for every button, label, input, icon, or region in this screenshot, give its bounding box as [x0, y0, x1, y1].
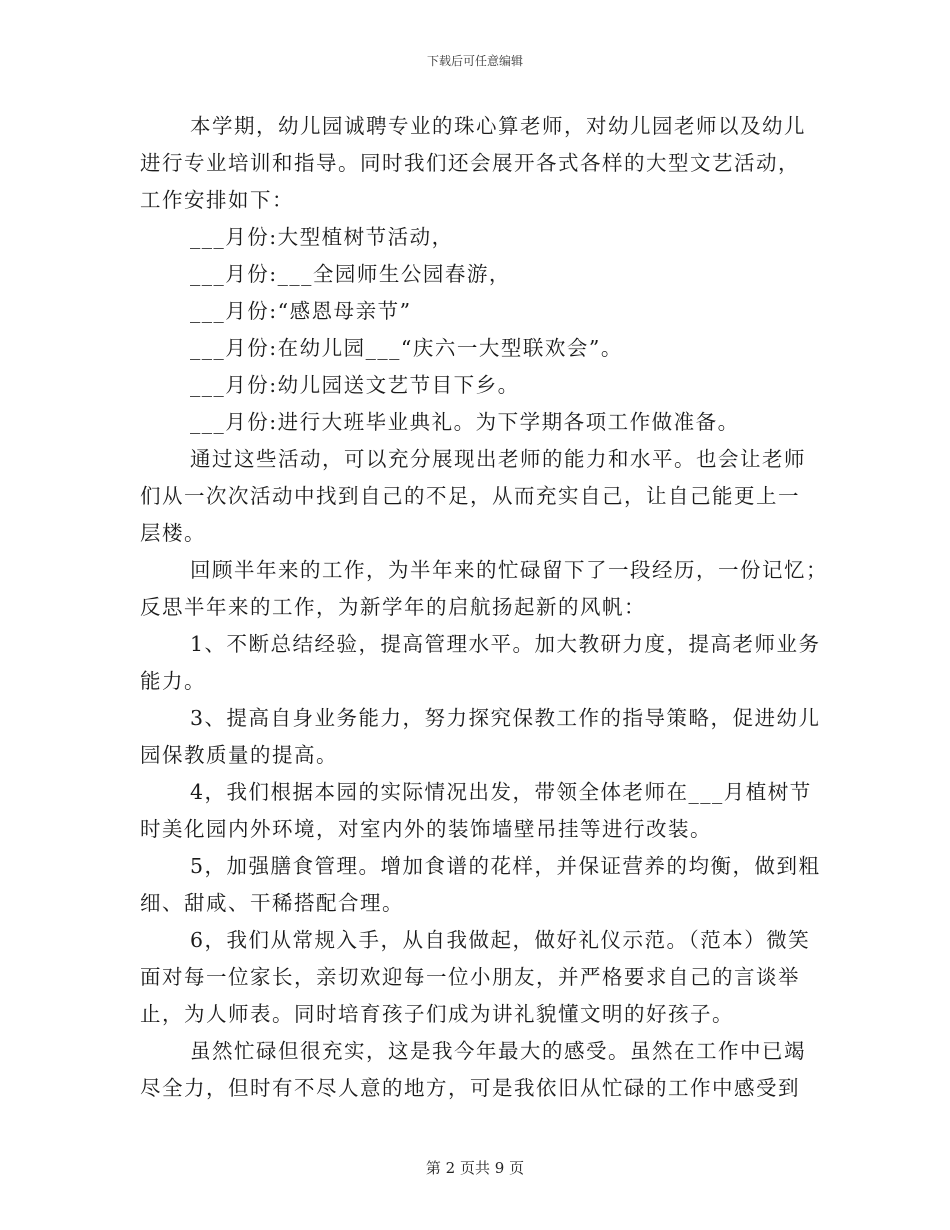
text-line: ___月份:大型植树节活动， [190, 225, 454, 249]
text-line: ___月份:进行大班毕业典礼。为下学期各项工作做准备。 [190, 410, 740, 434]
text-line: 本学期，幼儿园诚聘专业的珠心算老师，对幼儿园老师以及幼儿 [190, 114, 806, 138]
text-line: 面对每一位家长，亲切欢迎每一位小朋友，并严格要求自己的言谈举 [140, 965, 800, 989]
text-line: 工作安排如下： [140, 188, 294, 212]
text-line: 细、甜咸、干稀搭配合理。 [140, 891, 404, 915]
text-line: 5，加强膳食管理。增加食谱的花样，并保证营养的均衡，做到粗 [190, 854, 821, 878]
text-line: 进行专业培训和指导。同时我们还会展开各式各样的大型文艺活动， [140, 151, 800, 175]
page-header: 下载后可任意编辑 [426, 54, 523, 68]
text-line: 尽全力，但时有不尽人意的地方，可是我依旧从忙碌的工作中感受到 [140, 1076, 800, 1100]
text-line: 6，我们从常规入手，从自我做起，做好礼仪示范。（范本）微笑 [190, 928, 811, 952]
text-line: 层楼。 [140, 521, 206, 545]
text-line: 能力。 [140, 669, 206, 693]
text-line: 们从一次次活动中找到自己的不足，从而充实自己，让自己能更上一 [140, 484, 800, 508]
text-line: 4，我们根据本园的实际情况出发，带领全体老师在___月植树节 [190, 780, 812, 804]
text-line: 1、不断总结经验，提高管理水平。加大教研力度，提高老师业务 [190, 632, 821, 656]
text-line: ___月份:___全园师生公园春游， [190, 262, 511, 286]
text-line: 反思半年来的工作，为新学年的启航扬起新的风帆： [140, 595, 646, 619]
text-line: 通过这些活动，可以充分展现出老师的能力和水平。也会让老师 [190, 447, 806, 471]
text-line: ___月份:幼儿园送文艺节目下乡。 [190, 373, 520, 397]
text-line: 回顾半年来的工作，为半年来的忙碌留下了一段经历，一份记忆； [190, 558, 828, 582]
text-line: 止，为人师表。同时培育孩子们成为讲礼貌懂文明的好孩子。 [140, 1002, 734, 1026]
text-line: 时美化园内外环境，对室内外的装饰墙壁吊挂等进行改装。 [140, 817, 712, 841]
text-line: ___月份:“感恩母亲节” [190, 299, 412, 323]
page-footer: 第 2 页共 9 页 [425, 1159, 525, 1177]
document-body [140, 108, 828, 1107]
text-line: ___月份:在幼儿园___“庆六一大型联欢会”。 [190, 336, 623, 360]
text-line: 3、提高自身业务能力，努力探究保教工作的指导策略，促进幼儿 [190, 706, 821, 730]
text-line: 园保教质量的提高。 [140, 743, 338, 767]
text-line: 虽然忙碌但很充实，这是我今年最大的感受。虽然在工作中已竭 [190, 1039, 806, 1063]
